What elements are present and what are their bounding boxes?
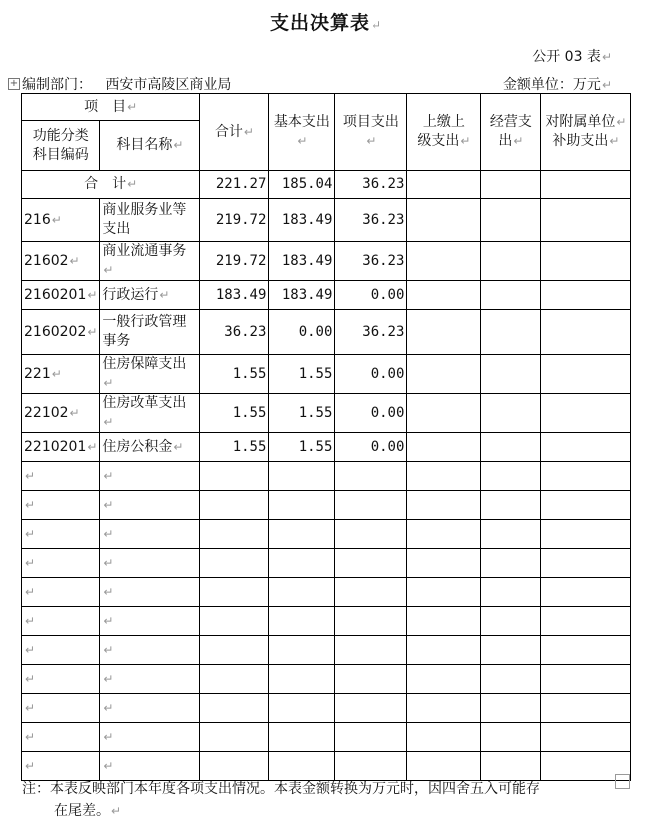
footnote-line-2: 在尾差。↵ bbox=[54, 803, 122, 819]
row-code: 21602↵ bbox=[22, 242, 100, 281]
table-row: 2210201↵ 住房公积金↵ 1.55 1.55 0.00 bbox=[22, 433, 631, 462]
total-basic-cell: 185.04 bbox=[269, 171, 335, 199]
unit-label: 金额单位：万元↵ bbox=[502, 77, 612, 93]
empty-row: ↵ ↵ bbox=[22, 665, 631, 694]
header-subject-name: 科目名称↵ bbox=[100, 121, 200, 171]
row-name: 一般行政管理事务 bbox=[100, 310, 200, 355]
expenditure-table bbox=[21, 93, 631, 781]
table-row: 22102↵ 住房改革支出↵ 1.55 1.55 0.00 bbox=[22, 394, 631, 433]
row-name: 行政运行↵ bbox=[100, 281, 200, 310]
total-label: 合 计↵ bbox=[22, 171, 200, 199]
empty-rows bbox=[22, 462, 631, 781]
empty-row: ↵ ↵ bbox=[22, 752, 631, 781]
empty-row: ↵ ↵ bbox=[22, 549, 631, 578]
end-marker-box bbox=[615, 774, 630, 789]
footnote bbox=[22, 778, 622, 822]
total-row bbox=[22, 171, 631, 199]
empty-row: ↵ ↵ bbox=[22, 520, 631, 549]
row-code: 2160201↵ bbox=[22, 281, 100, 310]
header-row-1 bbox=[22, 94, 631, 121]
row-name: 住房保障支出↵ bbox=[100, 355, 200, 394]
row-code: 2210201↵ bbox=[22, 433, 100, 462]
form-number: 公开 03 表↵ bbox=[532, 49, 612, 65]
empty-row: ↵ ↵ bbox=[22, 723, 631, 752]
dept-name: 西安市高陵区商业局 bbox=[105, 77, 232, 93]
header-subsidy: 对附属单位↵ 补助支出↵ bbox=[541, 94, 631, 171]
row-code: 22102↵ bbox=[22, 394, 100, 433]
header-item: 项 目↵ bbox=[22, 94, 200, 121]
empty-row: ↵ ↵ bbox=[22, 607, 631, 636]
dept-line bbox=[22, 74, 231, 94]
row-name: 住房公积金↵ bbox=[100, 433, 200, 462]
table-row: 21602↵ 商业流通事务↵ 219.72 183.49 36.23 bbox=[22, 242, 631, 281]
table-row: 2160201↵ 行政运行↵ 183.49 183.49 0.00 bbox=[22, 281, 631, 310]
header-business: 经营支 出↵ bbox=[481, 94, 541, 171]
empty-row: ↵ ↵ bbox=[22, 491, 631, 520]
row-code: 221↵ bbox=[22, 355, 100, 394]
empty-row: ↵ ↵ bbox=[22, 694, 631, 723]
header-total: 合计↵ bbox=[200, 94, 269, 171]
row-name: 住房改革支出↵ bbox=[100, 394, 200, 433]
header-upper: 上缴上 级支出↵ bbox=[407, 94, 481, 171]
header-basic: 基本支出↵ bbox=[269, 94, 335, 171]
table-row: 2160202↵ 一般行政管理事务 36.23 0.00 36.23 bbox=[22, 310, 631, 355]
footnote-line-1: 注：本表反映部门本年度各项支出情况。本表金额转换为万元时，因四舍五入可能存 bbox=[22, 781, 540, 797]
empty-row: ↵ ↵ bbox=[22, 636, 631, 665]
page-title: 支出决算表↵ bbox=[269, 12, 383, 34]
table-anchor-icon[interactable]: + bbox=[9, 78, 19, 89]
total-project-cell: 36.23 bbox=[335, 171, 407, 199]
row-name: 商业流通事务↵ bbox=[100, 242, 200, 281]
row-code: 216↵ bbox=[22, 199, 100, 242]
header-project: 项目支出↵ bbox=[335, 94, 407, 171]
header-func-code: 功能分类 科目编码 bbox=[22, 121, 100, 171]
empty-row: ↵ ↵ bbox=[22, 462, 631, 491]
table-row: 216↵ 商业服务业等支出 219.72 183.49 36.23 bbox=[22, 199, 631, 242]
dept-label: 编制部门： bbox=[22, 77, 92, 93]
table-row: 221↵ 住房保障支出↵ 1.55 1.55 0.00 bbox=[22, 355, 631, 394]
row-name: 商业服务业等支出 bbox=[100, 199, 200, 242]
row-code: 2160202↵ bbox=[22, 310, 100, 355]
empty-row: ↵ ↵ bbox=[22, 578, 631, 607]
total-cell: 221.27 bbox=[200, 171, 269, 199]
